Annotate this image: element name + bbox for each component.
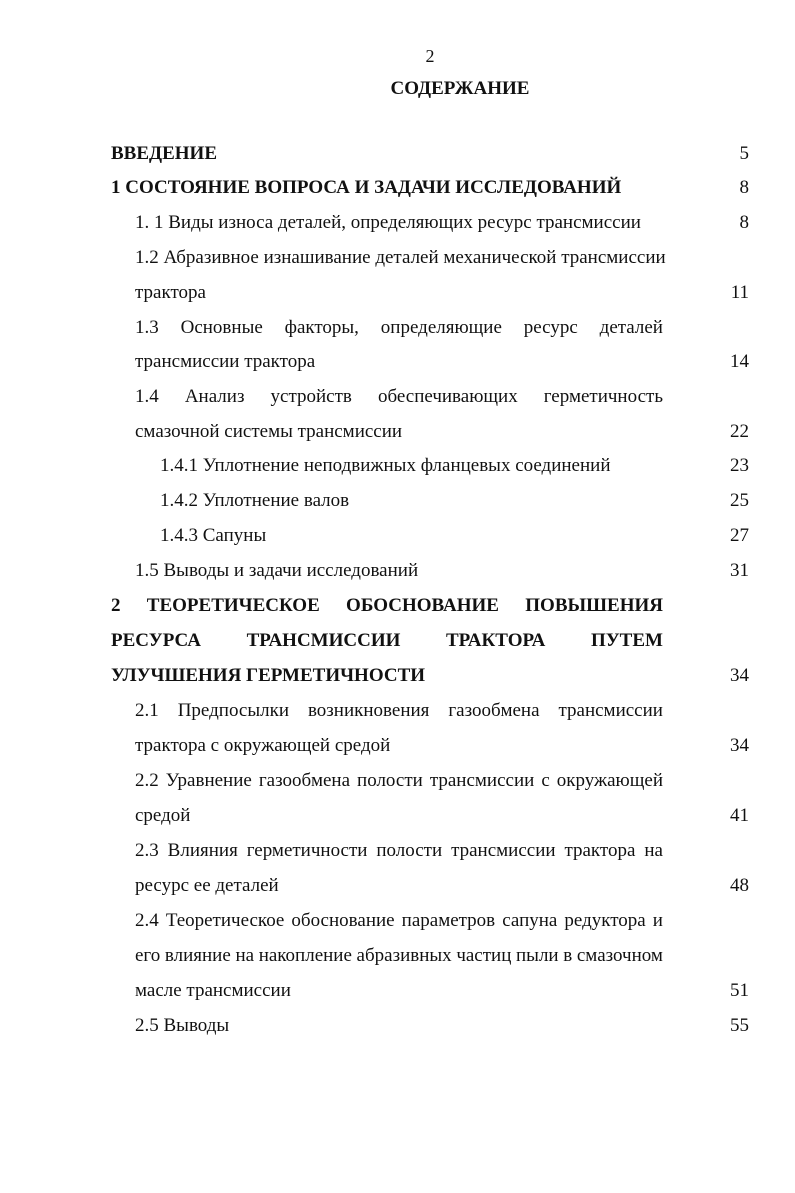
toc-page-1-4: 22 — [730, 421, 749, 442]
word: герметичность — [543, 386, 663, 407]
word: герметичности — [246, 840, 368, 861]
page-title: СОДЕРЖАНИЕ — [390, 78, 530, 99]
word: 2.4 — [135, 910, 159, 931]
toc-entry-1-4-line1[interactable] — [135, 385, 663, 409]
word: газообмена — [258, 770, 351, 791]
toc-entry-2-3-line2[interactable]: ресурс ее деталей — [135, 875, 279, 896]
word: Уравнение — [165, 770, 252, 791]
word: сапуна — [502, 910, 558, 931]
toc-page-2-1: 34 — [730, 735, 749, 756]
word: частиц — [456, 945, 512, 966]
word: Теоретическое — [165, 910, 285, 931]
toc-entry-2-4-line3[interactable]: масле трансмиссии — [135, 980, 291, 1001]
toc-entry-intro[interactable]: ВВЕДЕНИЕ — [111, 143, 217, 164]
word: и — [652, 910, 663, 931]
word: параметров — [401, 910, 496, 931]
word: трактора — [564, 840, 636, 861]
toc-page-1-3: 14 — [730, 351, 749, 372]
word: 2 — [111, 595, 121, 616]
toc-entry-1-4-2[interactable]: 1.4.2 Уплотнение валов — [160, 490, 350, 511]
word: полости — [357, 770, 423, 791]
toc-page-intro: 5 — [739, 143, 749, 164]
word: ресурс — [523, 317, 578, 338]
word: газообмена — [448, 700, 540, 721]
toc-entry-chapter-2-line2[interactable] — [111, 629, 663, 653]
toc-entry-1-3-line2[interactable]: трансмиссии трактора — [135, 351, 316, 372]
word: Предпосылки — [177, 700, 289, 721]
word: пыли — [516, 945, 559, 966]
toc-entry-2-2-line1[interactable] — [135, 769, 663, 793]
page-number: 2 — [425, 46, 435, 66]
word: ТЕОРЕТИЧЕСКОЕ — [146, 595, 320, 616]
toc-page-2-4: 51 — [730, 980, 749, 1001]
word: РЕСУРСА — [111, 630, 202, 651]
toc-entry-1-5[interactable]: 1.5 Выводы и задачи исследований — [135, 560, 419, 581]
word: обеспечивающих — [377, 386, 518, 407]
word: 2.3 — [135, 840, 159, 861]
toc-page-1-5: 31 — [730, 560, 749, 581]
word: ПОВЫШЕНИЯ — [525, 595, 663, 616]
word: трансмиссии — [451, 840, 556, 861]
word: редуктора — [564, 910, 646, 931]
word: на — [644, 840, 663, 861]
toc-entry-2-2-line2[interactable]: средой — [135, 805, 191, 826]
word: 1.3 — [135, 317, 159, 338]
word: с — [541, 770, 550, 791]
toc-page-1-4-2: 25 — [730, 490, 749, 511]
toc-page-chapter-1: 8 — [739, 177, 749, 198]
word: 2.2 — [135, 770, 159, 791]
toc-entry-2-4-line1[interactable] — [135, 909, 663, 933]
word: Основные — [180, 317, 263, 338]
word: 1.4 — [135, 386, 159, 407]
word: обоснование — [291, 910, 395, 931]
word: в — [563, 945, 573, 966]
toc-page-1-4-3: 27 — [730, 525, 749, 546]
word: трансмиссии — [429, 770, 535, 791]
toc-entry-chapter-1[interactable]: 1 СОСТОЯНИЕ ВОПРОСА И ЗАДАЧИ ИССЛЕДОВАНИЙ — [111, 177, 622, 198]
word: ОБОСНОВАНИЕ — [346, 595, 499, 616]
word: устройств — [270, 386, 352, 407]
word: 2.1 — [135, 700, 159, 721]
word: ПУТЕМ — [590, 630, 663, 651]
word: ТРАКТОРА — [445, 630, 546, 651]
word: смазочном — [576, 945, 663, 966]
toc-entry-chapter-2-line1[interactable] — [111, 594, 663, 618]
word: его — [135, 945, 161, 966]
word: факторы, — [284, 317, 359, 338]
word: ТРАНСМИССИИ — [246, 630, 401, 651]
toc-page-chapter-2: 34 — [730, 665, 749, 686]
toc-entry-2-3-line1[interactable] — [135, 839, 663, 863]
toc-entry-2-1-line1[interactable] — [135, 699, 663, 723]
toc-entry-1-2-line2[interactable]: трактора — [135, 282, 206, 303]
toc-page-2-5: 55 — [730, 1015, 749, 1036]
toc-entry-chapter-2-line3[interactable]: УЛУЧШЕНИЯ ГЕРМЕТИЧНОСТИ — [111, 665, 426, 686]
toc-entry-1-2-line1[interactable]: 1.2 Абразивное изнашивание деталей механической трансмиссии — [135, 247, 666, 268]
word: на — [235, 945, 255, 966]
word: полости — [376, 840, 443, 861]
toc-page-1-2: 11 — [730, 282, 749, 303]
word: накопление — [258, 945, 352, 966]
word: окружающей — [556, 770, 663, 791]
word: возникновения — [307, 700, 430, 721]
toc-page-1-4-1: 23 — [730, 455, 749, 476]
toc-entry-2-1-line2[interactable]: трактора с окружающей средой — [135, 735, 391, 756]
word: Влияния — [167, 840, 238, 861]
toc-page-1-1: 8 — [739, 212, 749, 233]
word: абразивных — [356, 945, 452, 966]
word: определяющие — [380, 317, 502, 338]
toc-page-2-3: 48 — [730, 875, 749, 896]
toc-entry-2-5[interactable]: 2.5 Выводы — [135, 1015, 230, 1036]
toc-entry-1-1[interactable]: 1. 1 Виды износа деталей, определяющих ресурс трансмиссии — [135, 212, 641, 233]
toc-page-2-2: 41 — [730, 805, 749, 826]
word: влияние — [164, 945, 231, 966]
toc-entry-1-4-3[interactable]: 1.4.3 Сапуны — [160, 525, 267, 546]
word: Анализ — [184, 386, 245, 407]
toc-entry-1-4-1[interactable]: 1.4.1 Уплотнение неподвижных фланцевых соединений — [160, 455, 611, 476]
toc-entry-1-4-line2[interactable]: смазочной системы трансмиссии — [135, 421, 403, 442]
word: трансмиссии — [558, 700, 663, 721]
toc-entry-1-3-line1[interactable] — [135, 316, 663, 340]
word: деталей — [599, 317, 663, 338]
toc-entry-2-4-line2[interactable] — [135, 944, 663, 968]
